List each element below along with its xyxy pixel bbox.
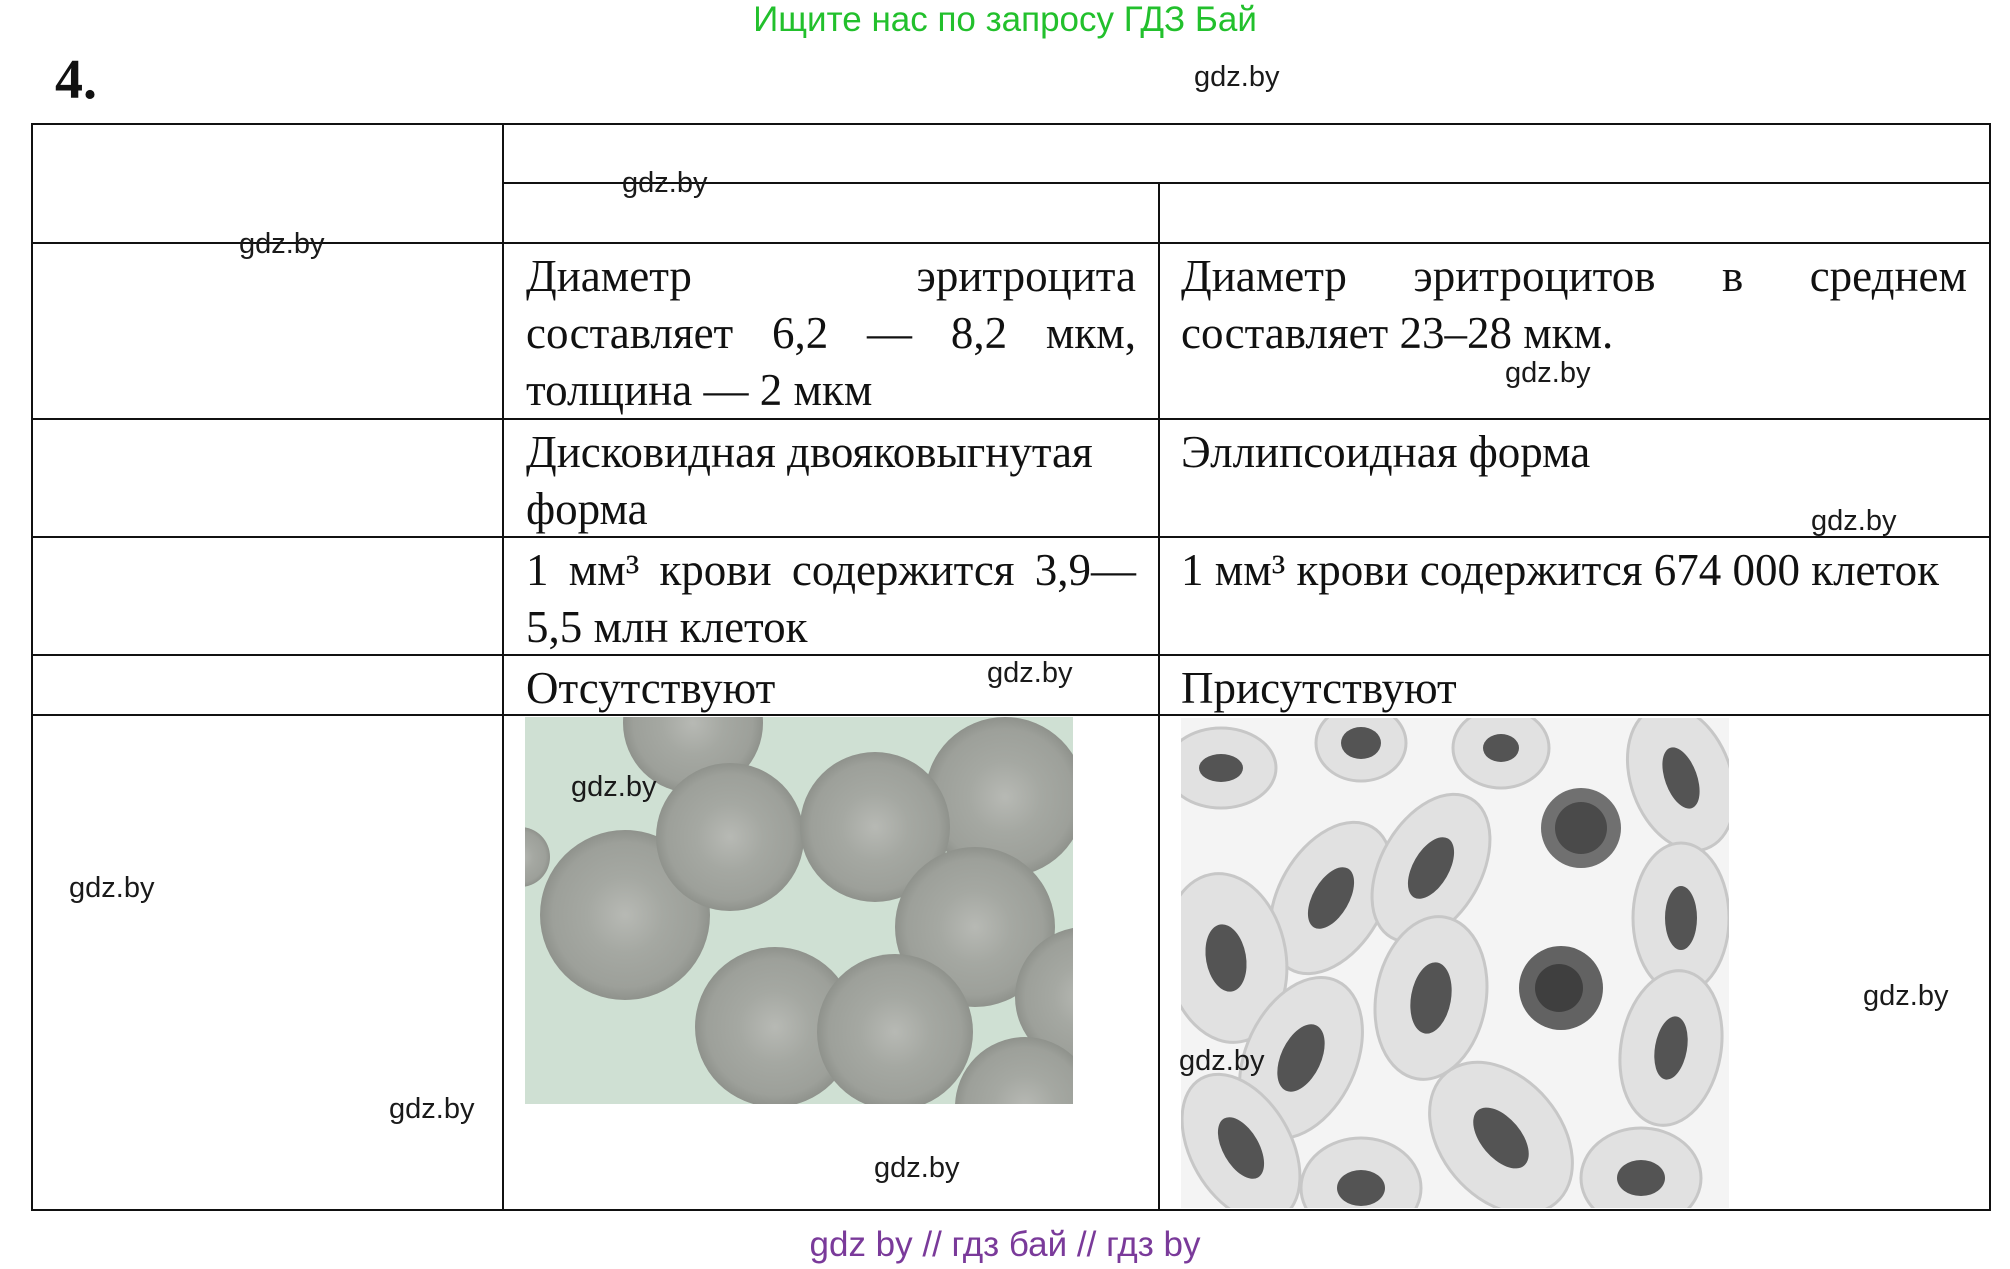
footer-links: gdz by // гдз бай // гдз by [809, 1225, 1201, 1264]
watermark: gdz.by [1179, 1045, 1265, 1077]
task-number: 4. [55, 49, 97, 111]
table-column-divider [502, 123, 504, 1211]
cell-frog-shape: Эллипсоидная форма [1181, 427, 1591, 477]
watermark: gdz.by [987, 657, 1073, 689]
watermark: gdz.by [1194, 61, 1280, 93]
table-border-right [1989, 123, 1991, 1211]
table-row-divider [31, 242, 1991, 244]
watermark: gdz.by [622, 167, 708, 199]
watermark: gdz.by [1505, 357, 1591, 389]
cell-human-shape: Дисковидная двояковыгнутая форма [526, 427, 1093, 534]
cell-human-nucleus: Отсутствуют [526, 663, 776, 713]
table-header-divider [502, 182, 1991, 184]
search-banner: Ищите нас по запросу ГДЗ Бай [753, 0, 1257, 39]
cell-human-count: 1 мм³ крови содержится 3,9—5,5 млн клеток [526, 545, 1136, 652]
table-border-top [31, 123, 1991, 125]
cell-human-diameter: Диаметр эритроцита составляет 6,2 — 8,2 мкм, толщина — 2 мкм [526, 251, 1136, 415]
cell-frog-nucleus: Присутствуют [1181, 663, 1457, 713]
watermark: gdz.by [1863, 980, 1949, 1012]
watermark: gdz.by [69, 872, 155, 904]
watermark: gdz.by [239, 228, 325, 260]
watermark: gdz.by [1811, 505, 1897, 537]
cell-frog-diameter: Диаметр эритроцитов в среднем составляет 23–28 мкм. [1181, 251, 1967, 358]
watermark: gdz.by [389, 1093, 475, 1125]
table-border-bottom [31, 1209, 1991, 1211]
table-border-left [31, 123, 33, 1211]
cell-frog-count: 1 мм³ крови содержится 674 000 клеток [1181, 545, 1939, 595]
frog-erythrocytes-photo [1181, 718, 1729, 1208]
watermark: gdz.by [571, 771, 657, 803]
table-column-divider [1158, 182, 1160, 1211]
watermark: gdz.by [874, 1152, 960, 1184]
